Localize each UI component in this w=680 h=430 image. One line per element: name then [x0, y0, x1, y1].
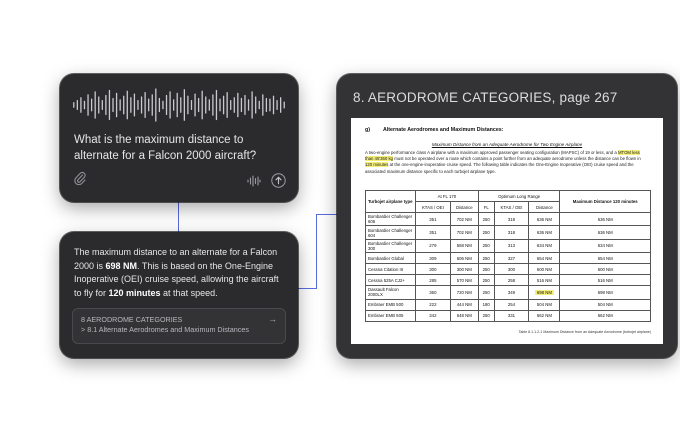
table-row [366, 299, 651, 310]
paperclip-icon[interactable] [74, 171, 86, 185]
document-page [351, 118, 663, 344]
table-cell-k1: 222 [416, 299, 451, 310]
table-cell-d2: 698 NM [529, 286, 560, 299]
arrow-up-icon[interactable] [271, 173, 286, 188]
table-row [366, 253, 651, 264]
table-cell-d2: 634 NM [529, 239, 560, 252]
table-cell-k2: 349 [494, 286, 529, 299]
table-cell-d1: 570 NM [450, 275, 478, 286]
table-cell-k1: 360 [416, 286, 451, 299]
citation-link[interactable] [72, 308, 286, 344]
table-cell-d2: 654 NM [529, 253, 560, 264]
table-cell-k2: 318 [494, 226, 529, 239]
table-cell-d2: 636 NM [529, 213, 560, 226]
input-tools [247, 173, 286, 188]
table-cell-d2: 516 NM [529, 275, 560, 286]
answer-duration: 120 minutes [108, 287, 161, 298]
voice-wave-icon[interactable] [247, 175, 261, 187]
table-row [366, 310, 651, 321]
table-cell-d1: 720 NM [450, 286, 478, 299]
table-cell-d1: 300 NM [450, 264, 478, 275]
table-cell-max: 516 NM [560, 275, 651, 286]
answer-distance: 698 NM [105, 260, 138, 271]
answer-text: The maximum distance to an alternate for a Falcon 2000 is 698 NM. This is based on the One-Engine Inoperative (OEI) cruise speed, allowing the aircraft to fly for 120 minutes at that speed. [74, 247, 279, 298]
table-cell-type: Cessna 525A CJ2+ [366, 275, 416, 286]
document-title: 8. AERODROME CATEGORIES, page 267 [353, 90, 618, 105]
table-cell-type: Bombardier Challenger 605 [366, 213, 416, 226]
table-cell-d1: 648 NM [450, 310, 478, 321]
table-cell-fl: 250 [478, 226, 494, 239]
table-cell-fl: 250 [478, 264, 494, 275]
document-card [337, 74, 677, 358]
table-cell-max: 662 NM [560, 310, 651, 321]
header-type: Turbojet airplane type [366, 191, 416, 213]
table-cell-k2: 327 [494, 253, 529, 264]
connector-line [178, 202, 179, 232]
header-optimum: Optimum Long Range [478, 191, 560, 202]
section-heading: g) Alternate Aerodromes and Maximum Distances: [365, 127, 504, 133]
table-cell-fl: 250 [478, 253, 494, 264]
citation-subsection: > 8.1 Alternate Aerodromes and Maximum Distances [81, 325, 249, 334]
table-cell-type: Embraer EMB 505 [366, 310, 416, 321]
table-cell-k2: 331 [494, 310, 529, 321]
table-cell-k2: 254 [494, 299, 529, 310]
table-row [366, 264, 651, 275]
table-cell-type: Cessna Citation III [366, 264, 416, 275]
table-cell-k1: 342 [416, 310, 451, 321]
table-cell-fl: 250 [478, 310, 494, 321]
table-cell-d1: 558 NM [450, 239, 478, 252]
table-cell-k2: 313 [494, 239, 529, 252]
table-cell-d1: 606 NM [450, 253, 478, 264]
table-cell-k1: 309 [416, 253, 451, 264]
table-cell-d2: 636 NM [529, 226, 560, 239]
subheader-distance: Distance [529, 202, 560, 213]
table-cell-d2: 504 NM [529, 299, 560, 310]
table-cell-max: 698 NM [560, 286, 651, 299]
table-row [366, 275, 651, 286]
question-text: What is the maximum distance to alternate for a Falcon 2000 aircraft? [74, 134, 257, 162]
table-cell-type: Bombardier Challenger 604 [366, 226, 416, 239]
header-max-distance: Maximum Distance 120 minutes [560, 191, 651, 213]
arrow-right-icon: → [268, 314, 277, 324]
table-cell-type: Embraer EMB 500 [366, 299, 416, 310]
highlight-minutes: 120 minutes [365, 162, 389, 168]
table-cell-k1: 285 [416, 275, 451, 286]
section-paragraph: A two-engine performance class A airplane with a maximum approved passenger seating configuration (MAPSC) of 19 or less, and a MTOM less than 45'360 kg must not be operated over a route which contains a point further from an adequate aerodrome unless the distance can be flown in 120 minutes at the one-engine-inoperative cruise speed. The following table indicates the One-Engine Inoperative (OEI) cruise speed and the associated maximum distance specific to each turbojet airplane type. [365, 150, 641, 174]
table-cell-max: 600 NM [560, 264, 651, 275]
table-row [366, 286, 651, 299]
table-cell-fl: 250 [478, 239, 494, 252]
connector-line [298, 288, 316, 289]
table-cell-max: 654 NM [560, 253, 651, 264]
table-cell-d1: 444 NM [450, 299, 478, 310]
citation-title: 8 AERODROME CATEGORIES [81, 315, 183, 324]
table-cell-k1: 351 [416, 213, 451, 226]
table-caption: Table 8.1.1.2-1 Maximum Distance from an Adequate Aerodrome (turbojet airplane) [518, 330, 651, 334]
answer-card [60, 232, 298, 358]
subheader-fl: FL [478, 202, 494, 213]
table-cell-type: Dassault Falcon 2000LX [366, 286, 416, 299]
connector-line [316, 214, 337, 215]
section-subtitle: Maximum Distance from an Adequate Aerodrome for Two Engine Airplane [431, 142, 583, 147]
subheader-ktas: KTAS / OEI [416, 202, 451, 213]
table-row [366, 213, 651, 226]
table-cell-d2: 600 NM [529, 264, 560, 275]
table-row [366, 239, 651, 252]
table-cell-fl: 250 [478, 275, 494, 286]
header-fl170: At FL 170 [416, 191, 479, 202]
table-cell-fl: 250 [478, 286, 494, 299]
table-cell-d1: 702 NM [450, 226, 478, 239]
table-cell-type: Bombardier Global [366, 253, 416, 264]
table-row [366, 226, 651, 239]
subheader-ktas: KTAS / OEI [494, 202, 529, 213]
table-cell-fl: 180 [478, 299, 494, 310]
table-cell-max: 634 NM [560, 239, 651, 252]
subheader-distance: Distance [450, 202, 478, 213]
highlight-mtom: MTOM less than 45'360 kg [365, 150, 640, 162]
audio-waveform [72, 88, 286, 122]
connector-line [316, 214, 317, 289]
table-cell-max: 636 NM [560, 226, 651, 239]
distance-table [365, 190, 651, 322]
table-cell-d1: 702 NM [450, 213, 478, 226]
table-cell-d2: 662 NM [529, 310, 560, 321]
table-cell-fl: 250 [478, 213, 494, 226]
table-cell-k2: 258 [494, 275, 529, 286]
table-cell-k1: 279 [416, 239, 451, 252]
question-card [60, 74, 298, 202]
table-cell-k1: 351 [416, 226, 451, 239]
table-cell-k1: 300 [416, 264, 451, 275]
table-cell-k2: 318 [494, 213, 529, 226]
table-cell-max: 504 NM [560, 299, 651, 310]
table-cell-k2: 300 [494, 264, 529, 275]
table-cell-type: Bombardier Challenger 300 [366, 239, 416, 252]
table-cell-max: 636 NM [560, 213, 651, 226]
